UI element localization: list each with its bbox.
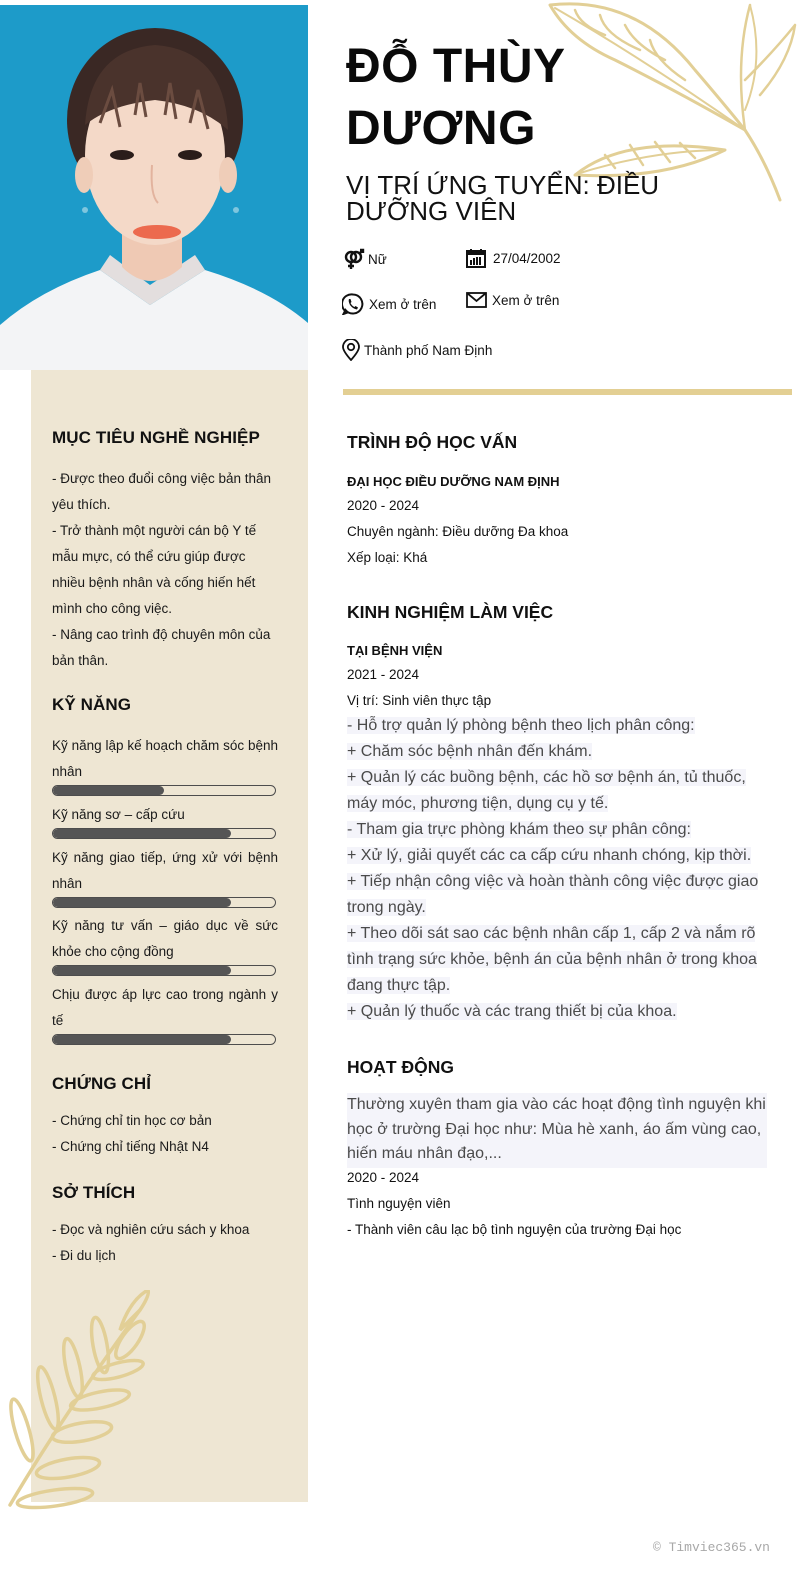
skill-label: Kỹ năng tư vấn – giáo dục về sức khỏe cho cộng đồng [52,918,278,959]
hobbies-list [52,1217,278,1269]
profile-photo [0,5,308,370]
education-period: 2020 - 2024 [347,498,420,513]
skill-bar [52,828,276,839]
experience-role: Vị trí: Sinh viên thực tập [347,693,492,708]
address-value: Thành phố Nam Định [364,342,493,358]
certificate-item: - Chứng chỉ tiếng Nhật N4 [52,1139,209,1154]
hobby-item: - Đọc và nghiên cứu sách y khoa [52,1222,250,1237]
skill-fill [53,1035,231,1044]
activities-role: Tình nguyện viên [347,1196,451,1211]
skill-fill [53,786,164,795]
skill-fill [53,898,231,907]
experience-line: tình trạng sức khỏe, bệnh án của bệnh nhân ở trong khoa [347,951,757,968]
header-divider [343,389,792,395]
education-details [347,493,568,571]
certificate-item: - Chứng chỉ tin học cơ bản [52,1113,212,1128]
activities-summary-line: học ở trường Đại học như: Mùa hè xanh, áo ấm vùng cao, [347,1120,762,1138]
education-heading: TRÌNH ĐỘ HỌC VẤN [347,432,518,452]
experience-line: + Theo dõi sát sao các bệnh nhân cấp 1, cấp 2 và nắm rõ [347,925,756,942]
candidate-name [346,36,646,160]
activities-summary-line: hiến máu nhân đạo,... [347,1145,502,1162]
objective-line: yêu thích. [52,497,111,512]
activities-heading: HOẠT ĐỘNG [347,1057,454,1077]
gender-info [343,248,387,270]
portrait-illustration [0,5,308,370]
map-pin-icon [342,339,360,361]
birthday-value: 27/04/2002 [493,250,561,266]
activities-period: 2020 - 2024 [347,1170,420,1185]
objective-line: - Trở thành một người cán bộ Y tế [52,523,257,538]
experience-line: đang thực tập. [347,977,451,994]
skill-label: Kỹ năng giao tiếp, ứng xử với bệnh nhân [52,850,278,891]
activities-details [347,1165,681,1243]
objective-line: bản thân. [52,653,109,668]
skill-label: Chịu được áp lực cao trong ngành y tế [52,987,278,1028]
gender-value: Nữ [368,251,387,267]
certificates-heading: CHỨNG CHỈ [52,1074,152,1093]
objective-line: mẫu mực, có thể cứu giúp được [52,549,246,564]
certificates-list [52,1108,278,1160]
email-info [466,292,559,308]
experience-description [347,713,787,1025]
objective-line: - Được theo đuổi công việc bản thân [52,471,272,486]
address-info [342,339,492,361]
objective-heading: MỤC TIÊU NGHỀ NGHIỆP [52,428,260,447]
experience-meta [347,662,491,714]
hobby-item: - Đi du lịch [52,1248,116,1263]
skill-bar [52,965,276,976]
experience-line: + Tiếp nhận công việc và hoàn thành công việc được giao [347,873,759,890]
name-line: DƯƠNG [346,102,536,155]
education-major: Chuyên ngành: Điều dưỡng Đa khoa [347,524,569,539]
school-name: ĐẠI HỌC ĐIỀU DƯỠNG NAM ĐỊNH [347,474,560,489]
objective-line: nhiều bệnh nhân và cống hiến hết [52,575,256,590]
gender-icon [343,248,365,270]
objective-line: - Nâng cao trình độ chuyên môn của [52,627,271,642]
experience-line: + Xử lý, giải quyết các ca cấp cứu nhanh chóng, kịp thời. [347,847,752,864]
phone-value: Xem ở trên [369,296,437,312]
experience-period: 2021 - 2024 [347,667,420,682]
experience-line: trong ngày. [347,899,426,916]
skill-label: Kỹ năng lập kế hoạch chăm sóc bệnh nhân [52,738,278,779]
name-line: ĐỖ THÙY [346,40,566,93]
experience-line: - Hỗ trợ quản lý phòng bệnh theo lịch phân công: [347,717,695,734]
phone-info [342,293,436,315]
activities-summary-line: Thường xuyên tham gia vào các hoạt động tình nguyện khi [347,1096,766,1113]
watermark: © Timviec365.vn [652,1540,770,1555]
skill-bar [52,785,276,796]
envelope-icon [466,292,487,308]
phone-icon [342,293,364,315]
objective-text [52,466,278,674]
skill-bar [52,1034,276,1045]
experience-line: máy móc, phương tiện, dụng cụ y tế. [347,795,609,812]
experience-line: + Quản lý thuốc và các trang thiết bị của khoa. [347,1003,677,1020]
experience-company: TẠI BỆNH VIỆN [347,643,443,658]
birthday-info [466,248,561,268]
hobbies-heading: SỞ THÍCH [52,1183,136,1202]
activities-summary [347,1093,767,1168]
activities-detail: - Thành viên câu lạc bộ tình nguyện của trường Đại học [347,1222,682,1237]
skills-heading: KỸ NĂNG [52,695,132,714]
education-rank: Xếp loại: Khá [347,550,428,565]
skill-fill [53,966,231,975]
email-value: Xem ở trên [492,292,560,308]
experience-line: + Quản lý các buồng bệnh, các hồ sơ bệnh án, tủ thuốc, [347,769,746,786]
objective-line: mình cho công việc. [52,601,173,616]
leaf-decoration-icon [0,1290,160,1510]
skill-fill [53,829,231,838]
applied-position: VỊ TRÍ ỨNG TUYỂN: ĐIỀU DƯỠNG VIÊN [346,170,660,226]
skill-bar [52,897,276,908]
experience-heading: KINH NGHIỆM LÀM VIỆC [347,602,554,622]
calendar-icon [466,248,486,268]
skill-label: Kỹ năng sơ – cấp cứu [52,807,185,822]
experience-line: - Tham gia trực phòng khám theo sự phân công: [347,821,691,838]
experience-line: + Chăm sóc bệnh nhân đến khám. [347,743,593,760]
